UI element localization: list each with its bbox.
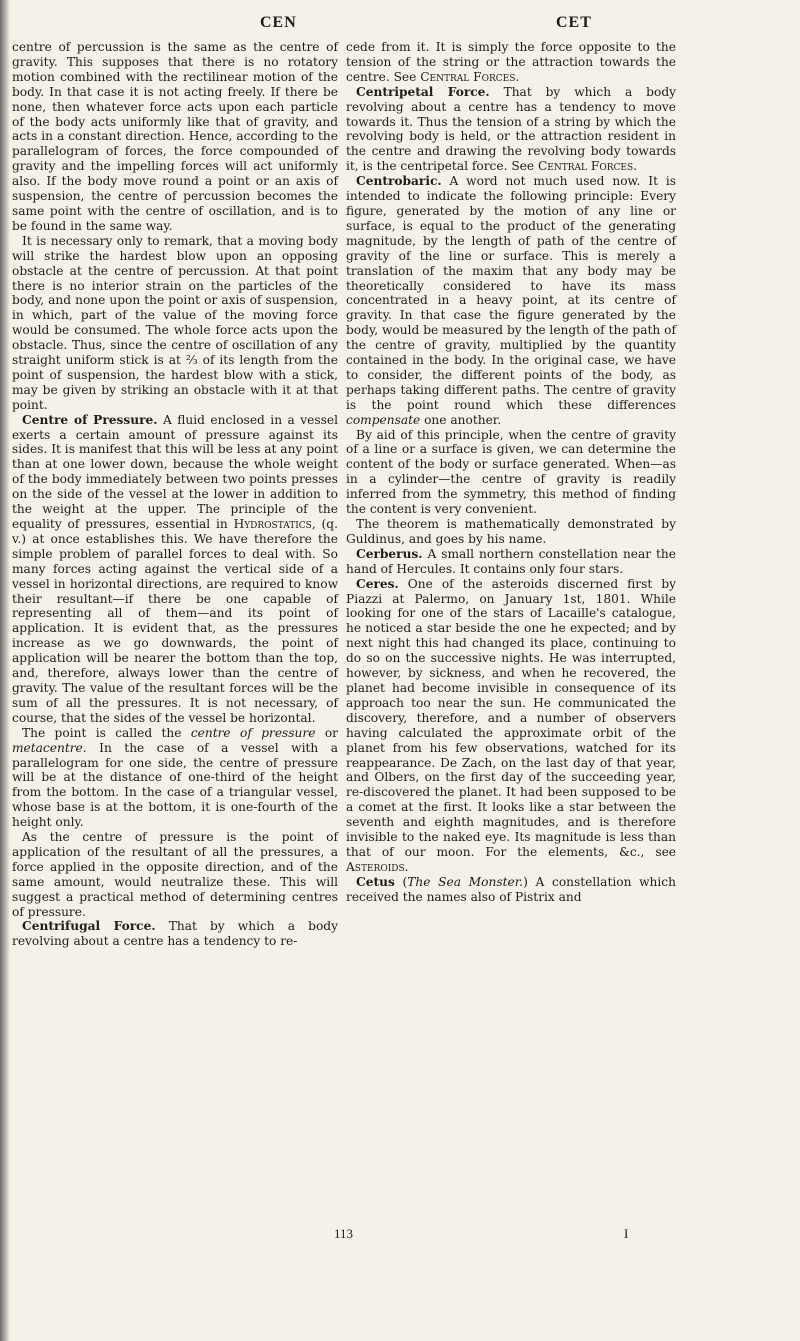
- text: one another.: [420, 412, 502, 427]
- running-header-left: CEN: [260, 14, 297, 31]
- italic-term: centre of pressure: [190, 725, 316, 740]
- cross-reference: Central Forces: [420, 69, 516, 84]
- entry-centre-of-pressure: [12, 413, 338, 726]
- page-binding-shadow: [0, 0, 10, 1341]
- entry-term: Centrobaric.: [356, 174, 442, 189]
- paragraph-centre-of-percussion: centre of percussion is the same as the centre of gravity. This supposes that there is no rotatory motion combined with the rectilinear motion of the body. In that case it is not acting freely. If there be none, then whatever force acts upon each particle of the body acts uniformly like that of gravity, and acts in a constant direction. Hence, according to the parallelogram of forces, the force compounded of gravity and the impelling forces will act uniformly also. If the body move round a point or an axis of suspension, the centre of percussion becomes the same point with the centre of oscillation, and is to be found in the same way.: [12, 40, 338, 233]
- entry-text: A small northern constellation near the hand of Hercules. It contains only four stars.: [346, 546, 676, 576]
- entry-text: That by which a body revolving about a centre has a tendency to re-: [12, 919, 338, 949]
- paragraph-hardest-blow: It is necessary only to remark, that a moving body will strike the hardest blow upon an opposing obstacle at the centre of percussion. At that point there is no interior strain on the particles of the body, and none upon the point or axis of suspension, in which, part of the value of the moving force would be consumed. The whole force acts upon the obstacle. Thus, since the centre of oscillation of any straight uniform stick is at ⅔ of its length from the point of suspension, the hardest blow with a stick, may be given by striking an obstacle with it at that point.: [12, 233, 338, 412]
- entry-ceres: [346, 577, 676, 875]
- entry-text: ) A constellation which received the names also of Pistrix and: [346, 874, 676, 904]
- cross-reference: Asteroids: [346, 859, 405, 874]
- text: (: [394, 874, 408, 889]
- entry-term: Centre of Pressure.: [22, 412, 158, 427]
- entry-term: Ceres.: [356, 576, 399, 591]
- italic-term: compensate: [346, 412, 421, 427]
- paragraph-continuation: [346, 40, 676, 85]
- entry-term: Cerberus.: [356, 546, 423, 561]
- entry-term: Cetus: [356, 874, 395, 889]
- entry-term: Centripetal Force.: [356, 84, 490, 99]
- paragraph-guldinus: The theorem is mathematically demonstrated by Guldinus, and goes by his name.: [346, 517, 676, 546]
- entry-text-cont: , (q. v.) at once establishes this. We have therefore the simple problem of parallel forces to deal with. So many forces acting against the vertical side of a vessel in horizontal directions, are required to know their resultant—if there be one capable of representing all of them—and its point of application. It is evident that, as the pressures increase as we go downwards, the point of application will be nearer the bottom than the top, and, therefore, always lower than the centre of gravity. The value of the resultant forces will be the sum of all the pressures. It is not necessary, of course, that the sides of the vessel be horizontal.: [12, 517, 338, 725]
- italic-term: metacentre: [12, 740, 83, 755]
- signature-mark: I: [624, 1226, 629, 1241]
- running-header-right: CET: [556, 14, 592, 31]
- entry-text: A word not much used now. It is intended to indicate the following principle: Every figure, generated by the motion of any line or surface, is equal to the product of the generating magnitude, by the length of path of the centre of gravity of the line or surface. This is merely a translation of the maxim that any body may be theoretically considered to have its mass concentrated in a heavy point, at its centre of gravity. In that case the figure generated by the body, would be measured by the length of the path of the centre of gravity, multiplied by the quantity contained in the body. In the original case, we have to consider, the different points of the body, as perhaps taking different paths. The centre of gravity is the point round which these differences: [346, 174, 676, 412]
- entry-text: One of the asteroids discerned first by Piazzi at Palermo, on January 1st, 1801. While looking for one of the stars of Lacaille's catalogue, he noticed a star beside the one he expected; and by next night this had changed its place, continuing to do so on the successive nights. He was interrupted, however, by sickness, and when he recovered, the planet had become invisible in consequence of its approach too near the sun. He communicated the discovery, therefore, and a number of observers having calculated the approximate orbit of the planet from his few observations, watched for its reappearance. De Zach, on the last day of that year, and Olbers, on the first day of the succeeding year, re-discovered the planet. It had been supposed to be a comet at the first. It looks like a star between the seventh and eighth magnitudes, and is therefore invisible to the naked eye. Its magnitude is less than that of our moon. For the elements, &c., see: [346, 576, 676, 859]
- text: .: [633, 159, 637, 174]
- entry-centripetal-force: [346, 85, 676, 174]
- cross-reference: Central Forces: [537, 159, 634, 174]
- paragraph-by-aid: By aid of this principle, when the centre of gravity of a line or a surface is given, we can determine the content of the body or surface generated. When—as in a cylinder—the centre of gravity is readily inferred from the symmetry, this method of finding the content is very convenient.: [346, 427, 676, 517]
- italic-term: The Sea Monster.: [407, 874, 524, 889]
- entry-text: A fluid enclosed in a vessel exerts a certain amount of pressure against its sides. It is manifest that this will be less at any point than at one lower down, because the whole weight of the body immediately between two points presses on the side of the vessel at the lower in addition to the weight at the upper. The principle of the equality of pressures, essential in: [12, 412, 338, 531]
- entry-centrobaric: [346, 174, 676, 427]
- entry-term: Centrifugal Force.: [22, 919, 156, 934]
- entry-text: That by which a body revolving about a centre has a tendency to move towards it. Thus the tension of a string by which the revolving body is held, or the attraction resident in the centre and drawing the revolving body towards it, is the centripetal force. See: [346, 84, 676, 174]
- text: or: [315, 725, 338, 740]
- text: .: [404, 859, 409, 874]
- entry-cerberus: [346, 547, 676, 577]
- left-column: [12, 40, 338, 949]
- paragraph-metacentre: [12, 726, 338, 830]
- text: cede from it. It is simply the force opposite to the tension of the string or the attraction towards the centre. See: [346, 40, 676, 84]
- entry-cetus: [346, 875, 676, 905]
- page-number: 113: [334, 1226, 354, 1241]
- cross-reference: Hydrostatics: [233, 517, 312, 531]
- right-column: [346, 40, 676, 905]
- paragraph-practical-method: As the centre of pressure is the point of application of the resultant of all the pressures, a force applied in the opposite direction, and of the same amount, would neutralize these. This will suggest a practical method of determining centres of pressure.: [12, 830, 338, 919]
- text: .: [515, 69, 520, 84]
- text: . In the case of a vessel with a parallelogram for one side, the centre of pressure will be at the distance of one-third of the height from the bottom. In the case of a triangular vessel, whose base is at the bottom, it is one-fourth of the height only.: [12, 740, 338, 830]
- entry-centrifugal-force: [12, 919, 338, 949]
- text: The point is called the: [22, 725, 191, 740]
